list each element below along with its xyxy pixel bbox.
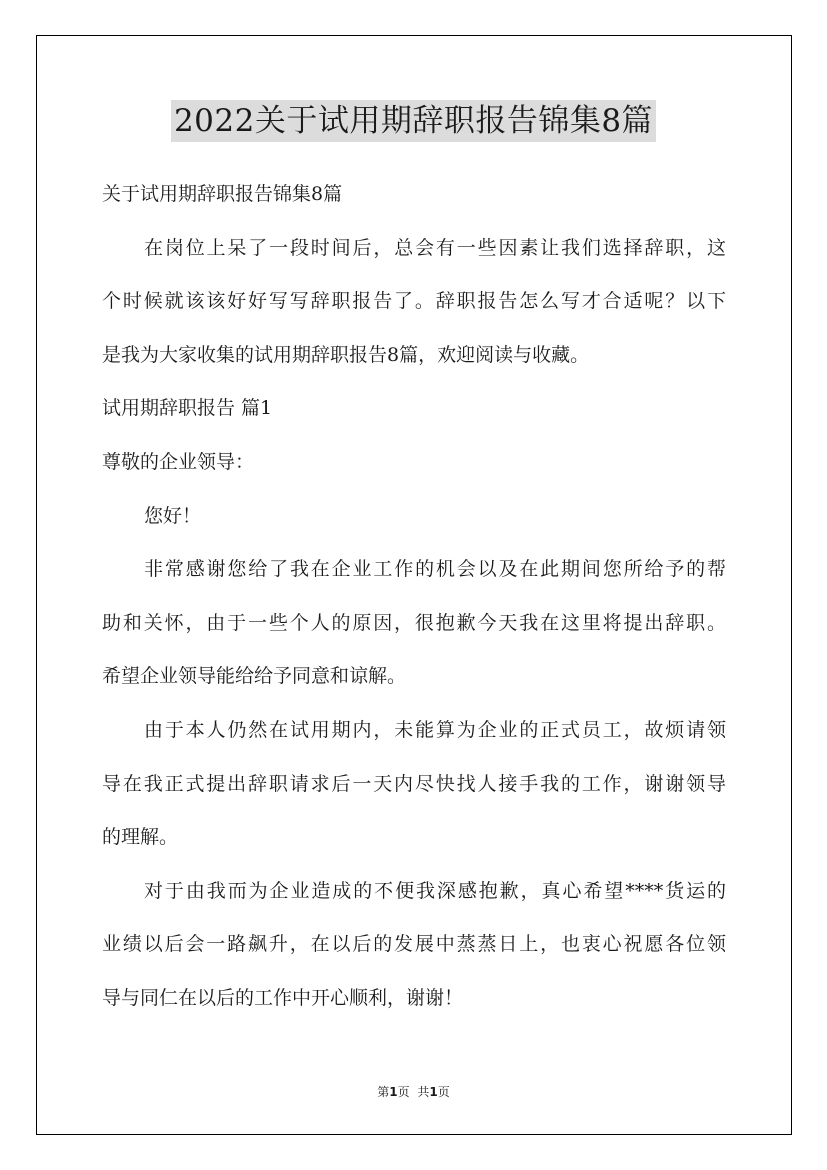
- paragraph-line: 业绩以后会一路飙升，在以后的发展中蒸蒸日上，也衷心祝愿各位领: [102, 933, 726, 956]
- paragraph-line: 导与同仁在以后的工作中开心顺利，谢谢！: [102, 986, 464, 1009]
- paragraph-line: 非常感谢您给了我在企业工作的机会以及在此期间您所给予的帮: [144, 558, 726, 581]
- footer-total-pages: 1: [429, 1085, 438, 1099]
- footer-page-number: 1: [389, 1085, 398, 1099]
- document-title: [0, 100, 827, 142]
- section-heading: 试用期辞职报告 篇1: [102, 397, 273, 420]
- paragraph-line: 对于由我而为企业造成的不便我深感抱歉，真心希望****货运的: [144, 879, 726, 902]
- paragraph-line: 希望企业领导能给给予同意和谅解。: [102, 665, 407, 688]
- intro-line: 是我为大家收集的试用期辞职报告8篇，欢迎阅读与收藏。: [102, 343, 590, 366]
- footer-total-prefix: 共: [417, 1085, 430, 1099]
- document-body: [102, 168, 726, 1026]
- document-subtitle: 关于试用期辞职报告锦集8篇: [102, 183, 343, 205]
- paragraph-line: 的理解。: [102, 826, 179, 849]
- salutation: 尊敬的企业领导：: [102, 450, 255, 473]
- intro-line: 在岗位上呆了一段时间后，总会有一些因素让我们选择辞职，这: [144, 236, 726, 259]
- page-footer: [0, 1083, 827, 1100]
- footer-total-suffix: 页: [437, 1085, 450, 1099]
- greeting: 您好！: [144, 504, 202, 527]
- paragraph-line: 导在我正式提出辞职请求后一天内尽快找人接手我的工作，谢谢领导: [102, 772, 726, 795]
- document-title-text: 2022关于试用期辞职报告锦集8篇: [171, 100, 656, 142]
- footer-page-prefix: 第: [377, 1085, 390, 1099]
- paragraph-line: 由于本人仍然在试用期内，未能算为企业的正式员工，故烦请领: [144, 718, 726, 741]
- footer-page-suffix: 页: [397, 1085, 410, 1099]
- intro-line: 个时候就该该好好写写辞职报告了。辞职报告怎么写才合适呢？以下: [102, 290, 726, 313]
- paragraph-line: 助和关怀，由于一些个人的原因，很抱歉今天我在这里将提出辞职。: [102, 611, 726, 634]
